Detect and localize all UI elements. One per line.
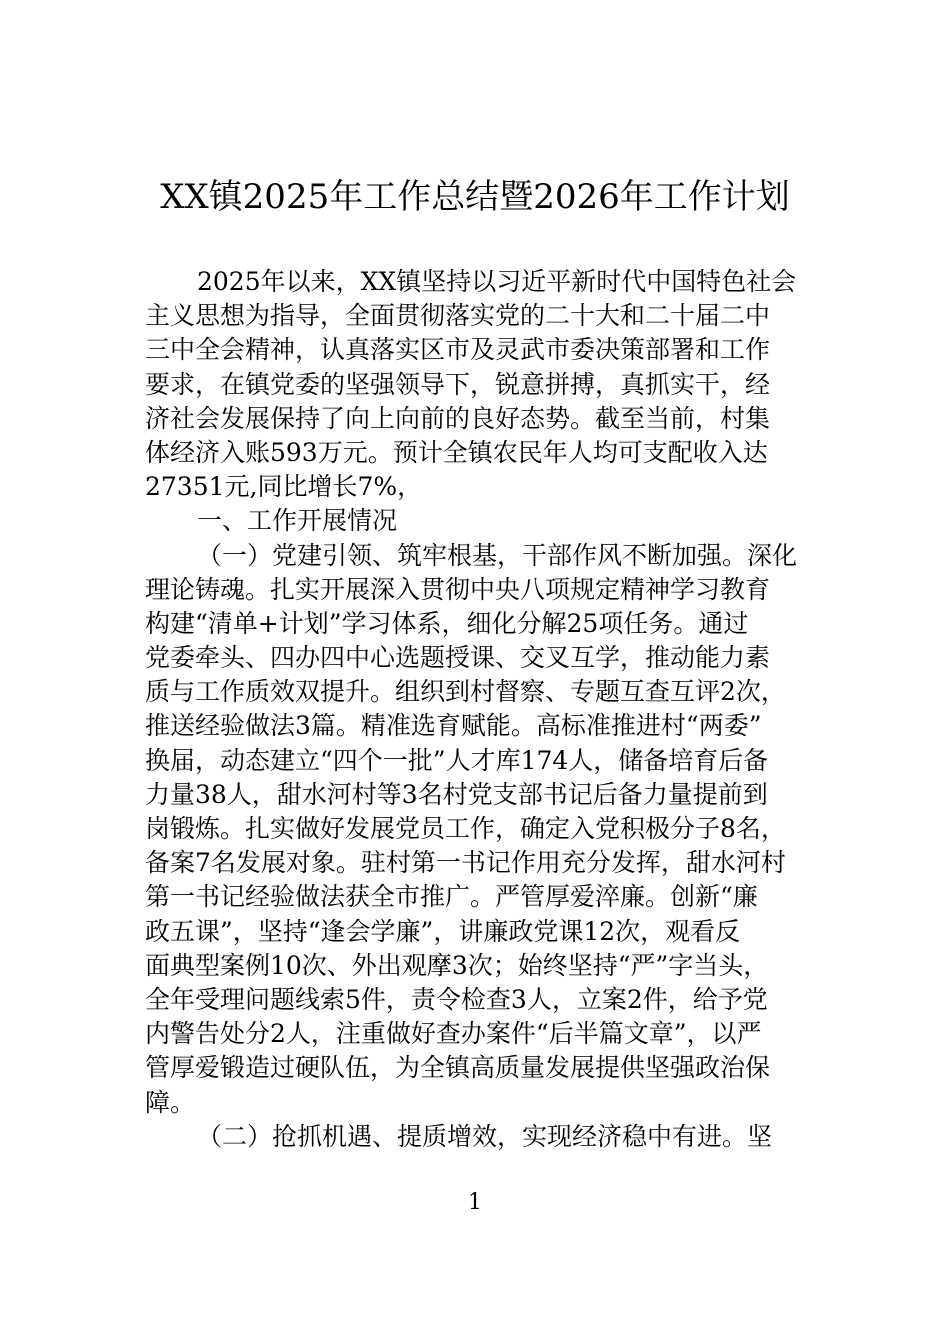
document-title: XX镇2025年工作总结暨2026年工作计划 bbox=[160, 177, 790, 217]
document-body bbox=[145, 265, 817, 1154]
paragraph-line: 要求，在镇党委的坚强领导下，锐意拼搏，真抓实干，经 bbox=[145, 369, 771, 399]
paragraph-line: 全年受理问题线索5件，责令检查3人，立案2件，给予党 bbox=[145, 984, 768, 1014]
paragraph-line: 第一书记经验做法获全市推广。严管厚爱淬廉。创新“廉 bbox=[145, 882, 758, 912]
paragraph-line: 岗锻炼。扎实做好发展党员工作，确定入党积极分子8名， bbox=[145, 814, 786, 843]
paragraph-line: 政五课”，坚持“逢会学廉”，讲廉政党课12次，观看反 bbox=[145, 916, 741, 946]
paragraph-line: 推送经验做法3篇。精准选育赋能。高标准推进村“两委” bbox=[145, 711, 762, 741]
paragraph-line: 质与工作质效双提升。组织到村督察、专题互查互评2次， bbox=[145, 677, 786, 707]
paragraph-line: 障。 bbox=[145, 1087, 196, 1117]
paragraph-line: 27351元,同比增长7%， bbox=[145, 472, 423, 502]
page-number: 1 bbox=[468, 1190, 482, 1215]
paragraph-line: （二）抢抓机遇、提质增效，实现经济稳中有进。坚 bbox=[197, 1121, 773, 1151]
paragraph-line: （一）党建引领、筑牢根基，干部作风不断加强。深化 bbox=[197, 540, 798, 570]
paragraph-line: 换届，动态建立“四个一批”人才库174人，储备培育后备 bbox=[145, 745, 769, 775]
paragraph-line: 力量38人，甜水河村等3名村党支部书记后备力量提前到 bbox=[145, 779, 768, 809]
paragraph-line: 管厚爱锻造过硬队伍，为全镇高质量发展提供坚强政治保 bbox=[145, 1053, 771, 1083]
paragraph-line: 构建“清单+计划”学习体系，细化分解25项任务。通过 bbox=[145, 608, 749, 638]
paragraph-line: 备案7名发展对象。驻村第一书记作用充分发挥，甜水河村 bbox=[145, 848, 786, 878]
paragraph-line: 理论铸魂。扎实开展深入贯彻中央八项规定精神学习教育 bbox=[145, 574, 771, 604]
paragraph-line: 主义思想为指导，全面贯彻落实党的二十大和二十届二中 bbox=[145, 301, 771, 331]
section-heading: 一、工作开展情况 bbox=[197, 506, 398, 536]
paragraph-line: 2025年以来，XX镇坚持以习近平新时代中国特色社会 bbox=[197, 267, 797, 296]
paragraph-line: 面典型案例10次、外出观摩3次；始终坚持“严”字当头， bbox=[145, 950, 769, 980]
paragraph-line: 党委牵头、四办四中心选题授课、交叉互学，推动能力素 bbox=[145, 643, 771, 673]
paragraph-line: 内警告处分2人，注重做好查办案件“后半篇文章”，以严 bbox=[145, 1019, 762, 1049]
paragraph-line: 三中全会精神，认真落实区市及灵武市委决策部署和工作 bbox=[145, 335, 771, 365]
paragraph-line: 济社会发展保持了向上向前的良好态势。截至当前，村集 bbox=[145, 403, 771, 433]
paragraph-line: 体经济入账593万元。预计全镇农民年人均可支配收入达 bbox=[145, 437, 768, 467]
